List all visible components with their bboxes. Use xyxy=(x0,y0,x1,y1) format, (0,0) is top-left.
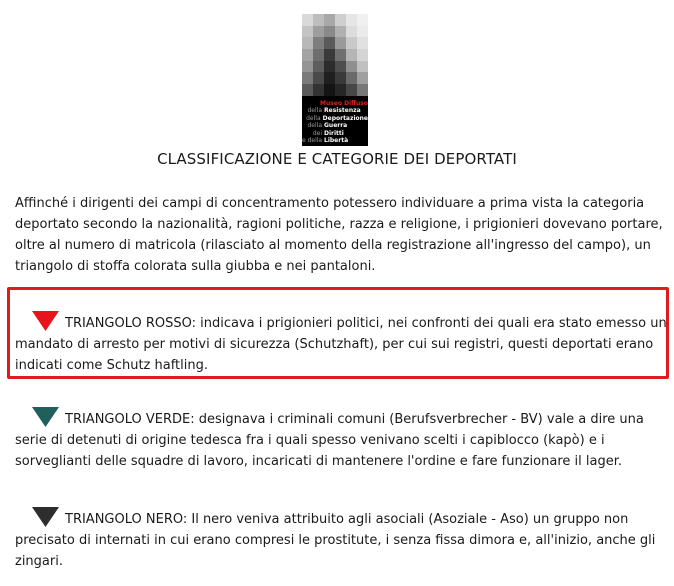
black-triangle-text: TRIANGOLO NERO: Il nero veniva attribuito agli asociali (Asoziale - Aso) un gruppo non precisato di internati in cui erano compresi le prostitute, i senza fissa dimora e, all'inizio, anche gli zingari. xyxy=(15,512,656,569)
logo-line-prefix: della xyxy=(306,114,321,122)
logo-pixel xyxy=(324,49,335,61)
logo-pixel xyxy=(313,84,324,96)
logo-pixel xyxy=(357,72,368,84)
logo-pixel xyxy=(335,72,346,84)
green-triangle-paragraph xyxy=(15,407,667,472)
logo-line xyxy=(302,115,368,122)
logo-pixel xyxy=(324,37,335,49)
logo-line-name: Diritti xyxy=(324,129,344,137)
logo-pixel xyxy=(335,61,346,73)
logo-text xyxy=(302,100,368,144)
logo-line-name: Libertà xyxy=(324,137,349,145)
logo-pixel xyxy=(324,26,335,38)
logo-pixel xyxy=(357,14,368,26)
logo-line-prefix: dei xyxy=(312,129,322,137)
logo-pixel xyxy=(335,26,346,38)
logo-pixel-art xyxy=(302,14,368,96)
logo-pixel xyxy=(313,14,324,26)
logo-pixel xyxy=(313,26,324,38)
logo-pixel xyxy=(335,49,346,61)
logo-pixel xyxy=(357,84,368,96)
logo-pixel xyxy=(302,26,313,38)
logo-pixel xyxy=(346,37,357,49)
logo-pixel xyxy=(346,72,357,84)
logo-pixel xyxy=(357,26,368,38)
intro-paragraph: Affinché i dirigenti dei campi di concentramento potessero individuare a prima vista la categoria deportato secondo la nazionalità, ragioni politiche, razza e religione, i prigionieri dovevano portare, oltre al numero di matricola (rilasciato al momento della registrazione all'ingresso del campo), un triangolo di stoffa colorata sulla giubba e nei pantaloni. xyxy=(15,196,663,274)
logo-pixel xyxy=(357,37,368,49)
black-triangle-paragraph xyxy=(15,507,667,572)
red-triangle-paragraph xyxy=(15,311,667,376)
logo-pixel xyxy=(324,72,335,84)
red-triangle-text: TRIANGOLO ROSSO: indicava i prigionieri politici, nei confronti dei quali era stato emesso un mandato di arresto per motivi di sicurezza (Schutzhaft), per cui sui registri, questi deportati erano indicati come Schutz haftling. xyxy=(15,316,667,373)
logo-line-prefix: della xyxy=(307,107,322,115)
logo-pixel xyxy=(302,84,313,96)
logo-pixel xyxy=(346,49,357,61)
logo-pixel xyxy=(357,61,368,73)
logo-line xyxy=(302,130,368,137)
logo-line xyxy=(302,107,368,114)
logo-pixel xyxy=(357,49,368,61)
logo-pixel xyxy=(324,61,335,73)
logo-pixel xyxy=(335,14,346,26)
page-title: CLASSIFICAZIONE E CATEGORIE DEI DEPORTATI xyxy=(157,150,517,168)
logo-pixel xyxy=(313,49,324,61)
black-triangle-icon xyxy=(32,507,59,527)
logo-pixel xyxy=(302,49,313,61)
logo-line-prefix: della xyxy=(307,122,322,130)
logo-pixel xyxy=(302,37,313,49)
logo-line-name: Guerra xyxy=(324,122,348,130)
red-triangle-icon xyxy=(32,311,59,331)
museum-logo xyxy=(302,14,368,146)
logo-pixel xyxy=(346,26,357,38)
logo-pixel xyxy=(302,72,313,84)
logo-line xyxy=(302,122,368,129)
logo-line-name: Deportazione xyxy=(322,114,368,122)
logo-pixel xyxy=(313,37,324,49)
logo-pixel xyxy=(346,61,357,73)
logo-line xyxy=(302,100,368,107)
logo-line-name: Resistenza xyxy=(324,107,361,115)
logo-line-prefix: e della xyxy=(302,137,323,145)
green-triangle-text: TRIANGOLO VERDE: designava i criminali comuni (Berufsverbrecher - BV) vale a dire una serie di detenuti di origine tedesca fra i quali spesso venivano scelti i capiblocco (kapò) e i sorveglianti delle squadre di lavoro, incaricati di mantenere l'ordine e fare funzionare il lager. xyxy=(15,412,644,469)
logo-line xyxy=(302,137,368,144)
logo-line-prefix xyxy=(302,100,320,107)
logo-pixel xyxy=(335,37,346,49)
logo-pixel xyxy=(346,14,357,26)
logo-pixel xyxy=(324,14,335,26)
green-triangle-icon xyxy=(32,407,59,427)
logo-pixel xyxy=(313,72,324,84)
logo-pixel xyxy=(346,84,357,96)
logo-pixel xyxy=(313,61,324,73)
logo-pixel xyxy=(302,61,313,73)
logo-pixel xyxy=(335,84,346,96)
logo-pixel xyxy=(302,14,313,26)
logo-pixel xyxy=(324,84,335,96)
logo-line-name: Museo Diffuso xyxy=(320,100,368,107)
